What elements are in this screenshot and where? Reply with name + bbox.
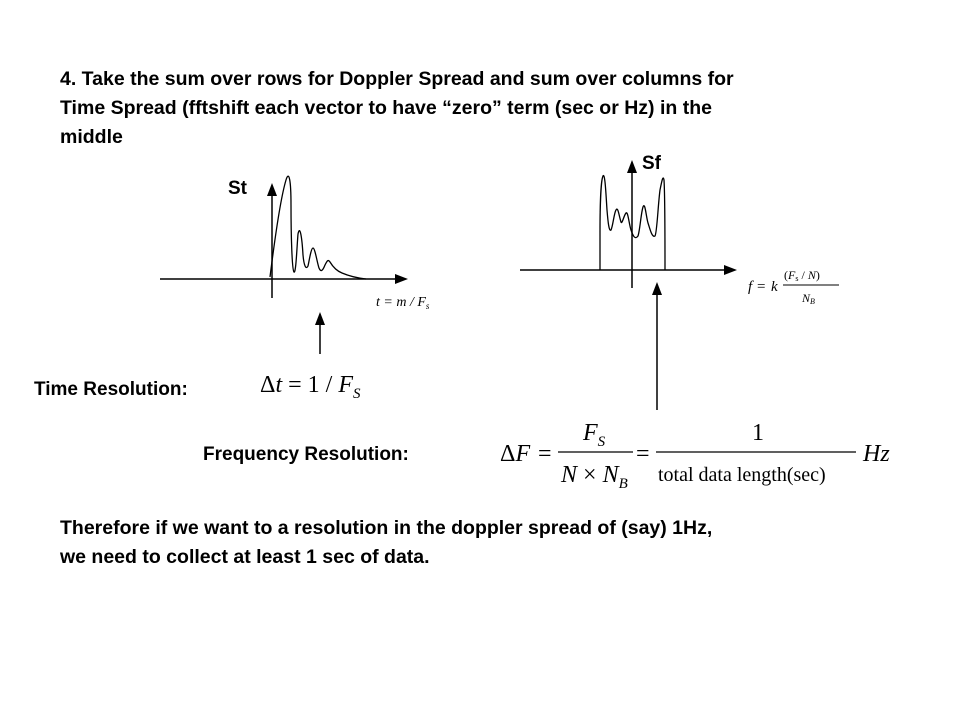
svg-text:=: = [757, 279, 766, 295]
st-axis-formula: $t = m / F_s$ [376, 295, 430, 311]
time-resolution-label: Time Resolution: [34, 379, 188, 400]
svg-text:N × NB: $N \times N_B$ [561, 462, 628, 492]
frequency-resolution-pointer-arrow [652, 282, 662, 410]
st-x-axis-arrowhead [395, 274, 408, 284]
st-y-axis-arrowhead [267, 183, 277, 196]
frequency-resolution-label: Frequency Resolution: [203, 444, 409, 465]
frequency-resolution-formula [500, 420, 890, 492]
svg-text:Hz: Hz [863, 441, 890, 467]
svg-text:Δt = 1 / FS: $\Delta t = 1 / F_S$ [260, 372, 361, 402]
conclusion-line-2: we need to collect at least 1 sec of data. [60, 546, 430, 568]
svg-text:k: k [771, 279, 778, 295]
svg-text:=: = [538, 441, 552, 467]
svg-text:(Fs / N): (Fs / N) [784, 268, 820, 283]
svg-text:total data length(sec): total data length(sec) [658, 464, 826, 486]
sf-y-axis-arrowhead [627, 160, 637, 173]
sf-x-axis-arrowhead [724, 265, 737, 275]
svg-text:FS: $F_S$ [583, 420, 606, 450]
st-label: St [228, 178, 247, 199]
svg-text:=: = [636, 441, 650, 467]
heading-line-3: middle [60, 126, 123, 148]
svg-text:NB: NB [802, 291, 815, 306]
conclusion-line-1: Therefore if we want to a resolution in the doppler spread of (say) 1Hz, [60, 517, 713, 539]
sf-label: Sf [642, 153, 661, 174]
svg-text:f: f [748, 279, 753, 295]
time-resolution-pointer-arrow [315, 312, 325, 354]
svg-text:1: 1 [752, 420, 764, 446]
st-plot [160, 176, 430, 311]
sf-axis-formula [748, 268, 839, 306]
sf-plot [520, 153, 839, 306]
heading-line-2: Time Spread (fftshift each vector to have “zero” term (sec or Hz) in the [60, 97, 712, 119]
time-resolution-formula [260, 372, 361, 402]
st-time-spread-curve [270, 176, 366, 279]
svg-text:ΔF: ΔF [500, 441, 531, 467]
heading-line-1: 4. Take the sum over rows for Doppler Spread and sum over columns for [60, 68, 734, 90]
